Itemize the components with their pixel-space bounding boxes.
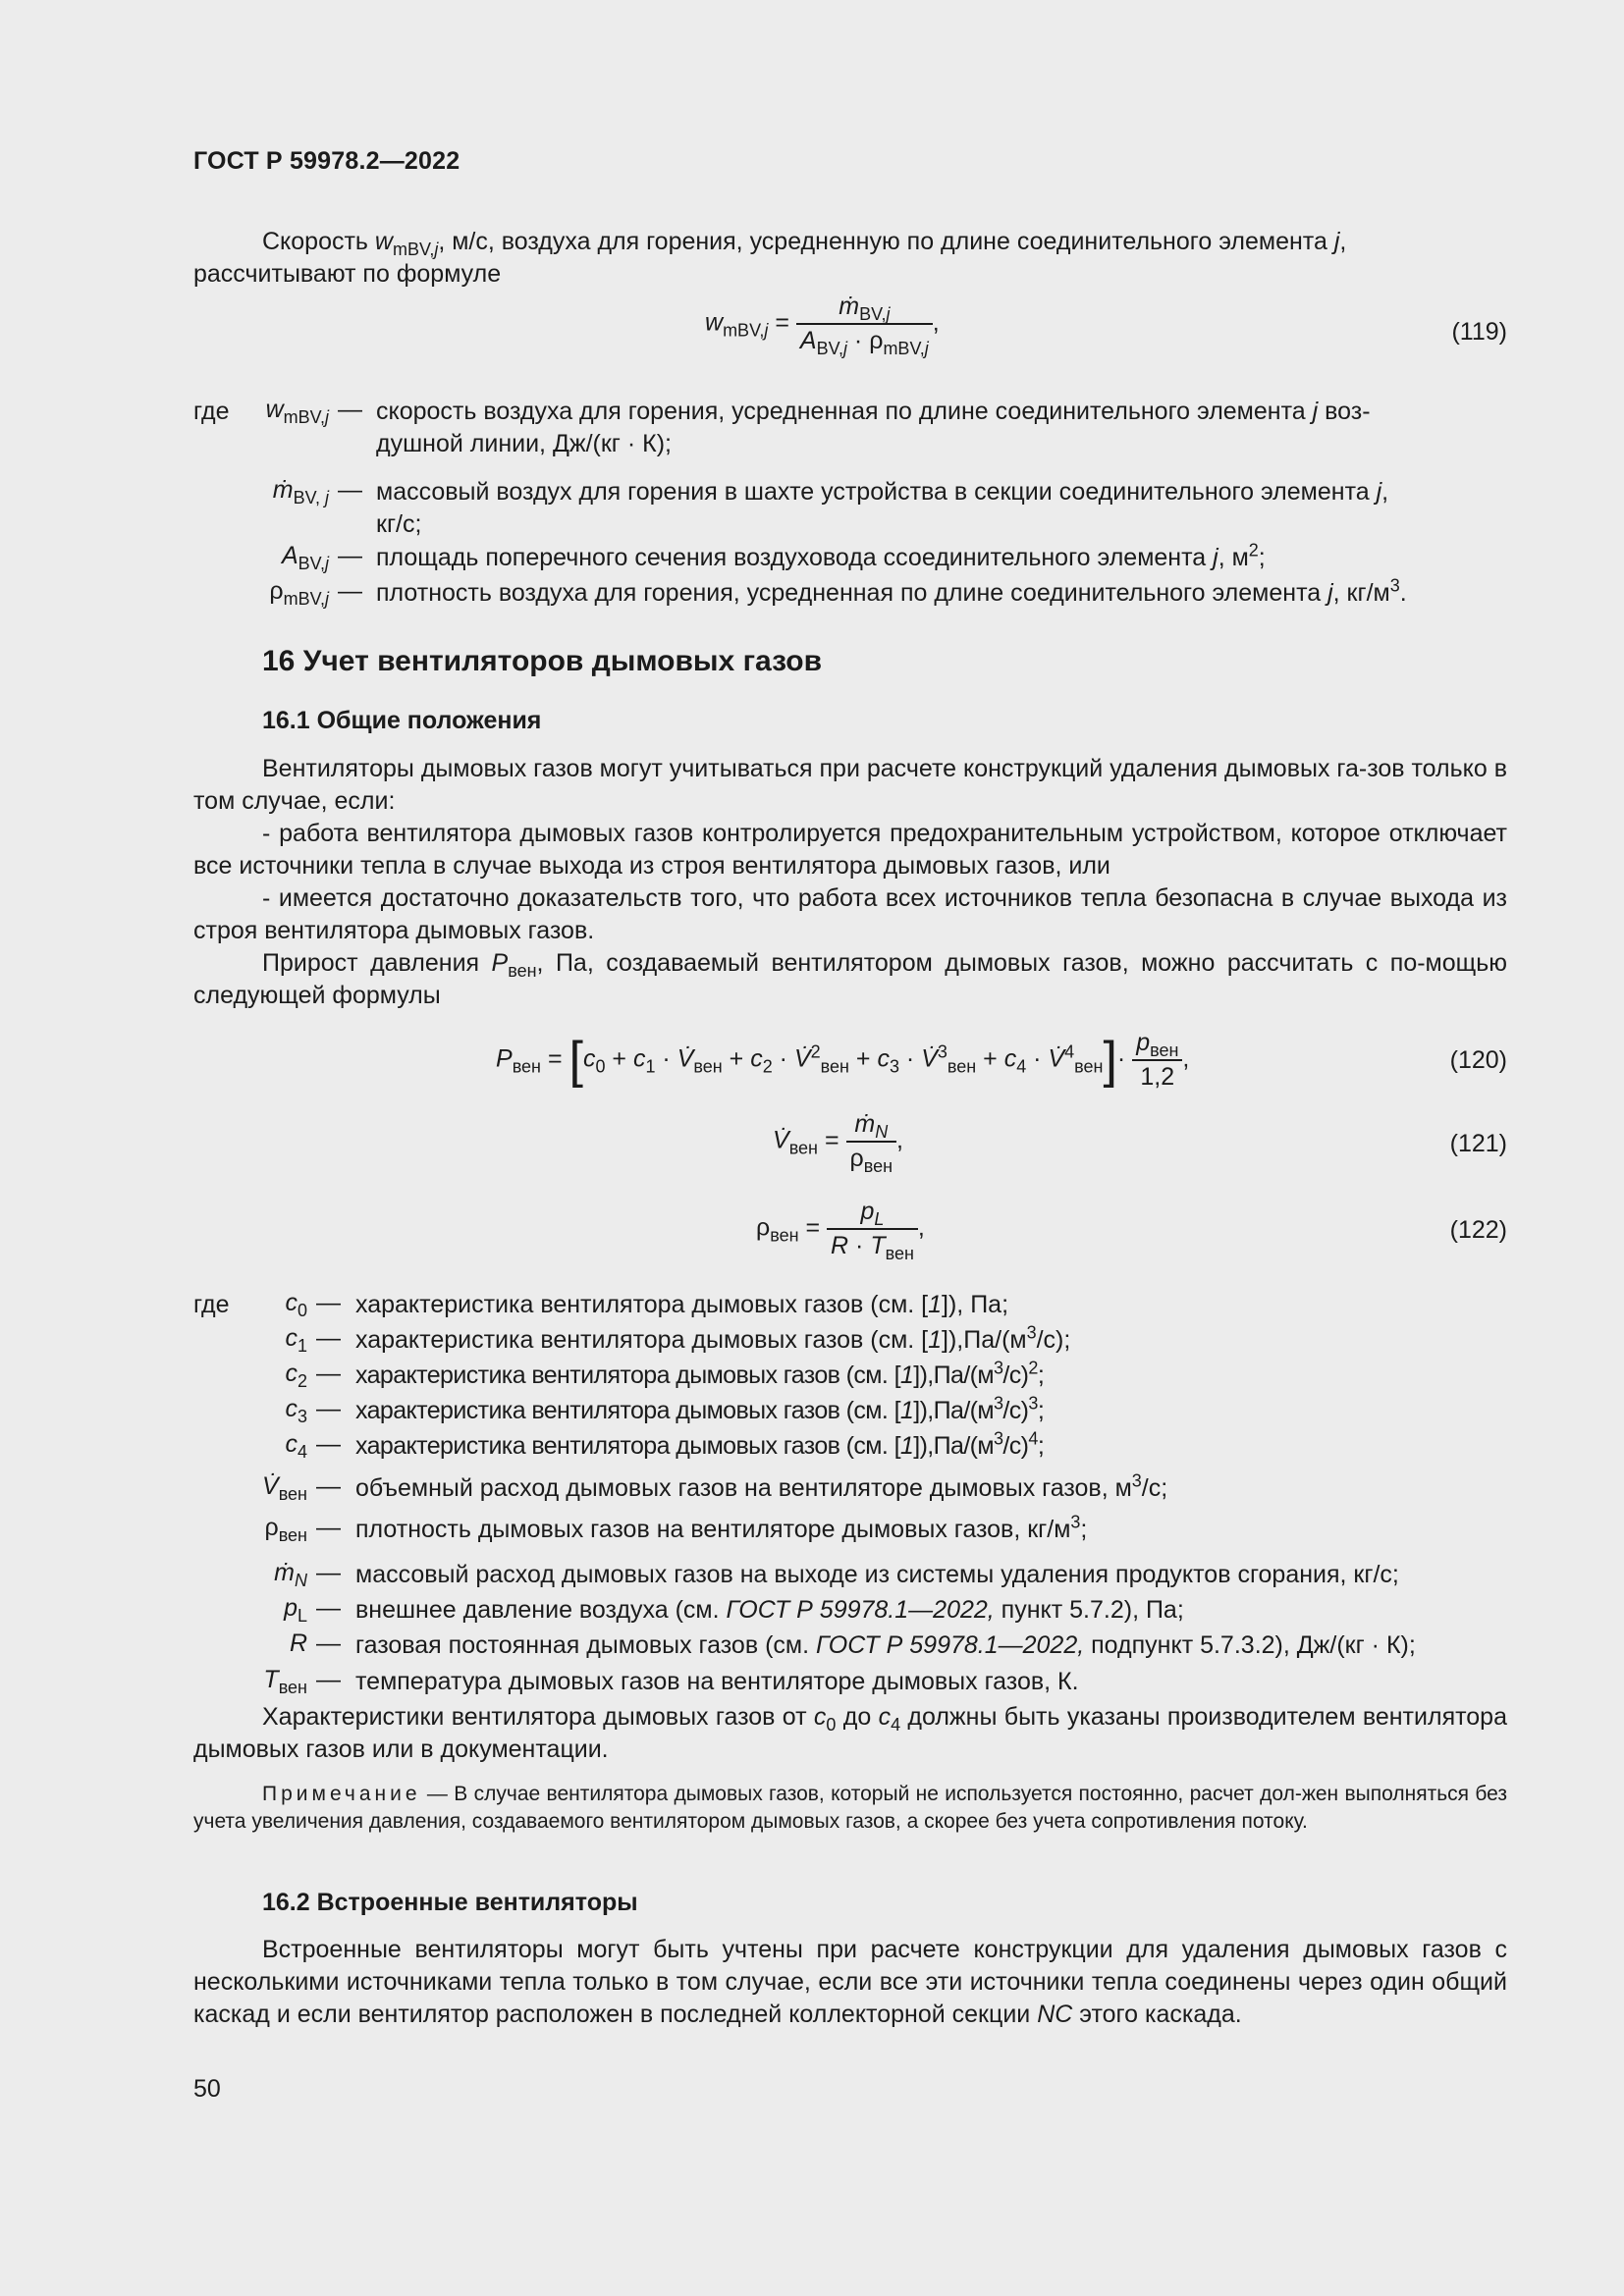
def-dash: —: [338, 476, 362, 504]
def-symbol-c1: $c_1$: [285, 1324, 307, 1356]
def-symbol-rho-ven: $\rho_{вен}$: [264, 1514, 307, 1545]
page-number: 50: [193, 2075, 221, 2103]
def-symbol-rho: $\rho_{mBV,j}$: [269, 577, 329, 609]
def-c2-text: характеристика вентилятора дымовых газов (см. $[1]),Па/(м^3/с)^2$;: [355, 1358, 1045, 1389]
section-16-title: 16 Учет вентиляторов дымовых газов: [262, 645, 823, 677]
intro-text-c: ,: [1339, 228, 1347, 255]
def-dash: —: [316, 1430, 341, 1458]
section-16-2-p1: Встроенные вентиляторы могут быть учтены при расчете конструкции для удаления дымовых газов с несколькими источниками тепла только в том случае, если все эти источники тепла соединены через один общий каскад и если вентилятор расположен в последней коллекторной секции NC этого каскада.: [193, 1936, 1507, 2028]
where-label-2: где: [193, 1291, 230, 1318]
closing-paragraph: Характеристики вентилятора дымовых газов от $c_0$ до $c_4$ должны быть указаны производителем вентилятора дымовых газов или в документации.: [193, 1703, 1507, 1763]
section-16-2-title: 16.2 Встроенные вентиляторы: [262, 1889, 638, 1916]
def-dash: —: [316, 1594, 341, 1622]
where-label-1: где: [193, 398, 230, 425]
document-header: ГОСТ Р 59978.2—2022: [193, 147, 460, 175]
def-dash: —: [338, 396, 362, 423]
section-16-1-p1: Вентиляторы дымовых газов могут учитываться при расчете конструкций удаления дымовых га-зов только в том случае, если:: [193, 755, 1507, 815]
equation-122-number: (122): [1449, 1216, 1507, 1244]
def-dash: —: [316, 1559, 341, 1586]
def-rho-text: плотность воздуха для горения, усредненная по длине соединительного элемента j, $кг/м^3$.: [376, 575, 1407, 607]
def-dash: —: [338, 577, 362, 605]
def-c1-text: характеристика вентилятора дымовых газов (см. $[1]),Па/(м^3/с)$;: [355, 1322, 1071, 1354]
def-t-text: температура дымовых газов на вентиляторе дымовых газов, К.: [355, 1668, 1079, 1695]
def-symbol-c2: $c_2$: [285, 1360, 307, 1391]
equation-119: $w_{mBV,j}$ = $\frac{ṁ_{BV,j}}{A_{BV,j} \cdot \rho_{mBV,j}}$ ,: [705, 293, 940, 358]
def-w-text: скорость воздуха для горения, усредненная по длине соединительного элемента j воз- душной линии, Дж/(кг · К);: [376, 398, 1371, 457]
def-symbol-c4: $c_4$: [285, 1430, 307, 1462]
def-symbol-w: $w_{mBV,j}$: [265, 396, 329, 427]
equation-121-number: (121): [1449, 1130, 1507, 1157]
section-16-1-p4: Прирост давления $P_{вен}$, Па, создаваемый вентилятором дымовых газов, можно рассчитать с по-мощью следующей формулы: [193, 949, 1507, 1009]
def-c0-text: характеристика вентилятора дымовых газов (см. [1]), Па;: [355, 1291, 1009, 1318]
def-rho-ven-text: плотность дымовых газов на вентиляторе дымовых газов, $кг/м^3$;: [355, 1512, 1088, 1543]
def-a-text: площадь поперечного сечения воздуховода ссоединительного элемента j, $м^2$;: [376, 540, 1266, 571]
section-16-1-p2: - работа вентилятора дымовых газов контролируется предохранительным устройством, которое отключает все источники тепла в случае выхода из строя вентилятора дымовых газов, или: [193, 820, 1507, 880]
section-16-1-title: 16.1 Общие положения: [262, 707, 542, 734]
def-c3-text: характеристика вентилятора дымовых газов (см. $[1]),Па/(м^3/с)^3$;: [355, 1393, 1045, 1424]
def-dash: —: [316, 1289, 341, 1316]
def-symbol-t: $T_{вен}$: [263, 1666, 307, 1697]
def-symbol-a: $A_{BV,j}$: [281, 542, 329, 573]
def-dash: —: [316, 1666, 341, 1693]
section-16-1-p3: - имеется достаточно доказательств того, что работа всех источников тепла безопасна в случае выхода из строя вентилятора дымовых газов.: [193, 884, 1507, 944]
def-symbol-pl: $p_L$: [284, 1594, 307, 1626]
intro-paragraph: Скорость $w_{mBV,j}$, м/с, воздуха для горения, усредненную по длине соединительного элемента j,: [262, 228, 1347, 259]
def-c4-text: характеристика вентилятора дымовых газов (см. $[1]),Па/(м^3/с)^4$;: [355, 1428, 1045, 1460]
def-dash: —: [316, 1514, 341, 1541]
def-symbol-c3: $c_3$: [285, 1395, 307, 1426]
def-dash: —: [338, 542, 362, 569]
equation-121: $V̇_{вен}$ = $\frac{ṁ_N}{\rho_{вен}}$ ,: [773, 1110, 903, 1176]
def-mn-text: массовый расход дымовых газов на выходе из системы удаления продуктов сгорания, кг/с;: [355, 1561, 1399, 1588]
def-dash: —: [316, 1395, 341, 1422]
def-mdot-text: массовый воздух для горения в шахте устройства в секции соединительного элемента j, кг/с;: [376, 478, 1389, 538]
def-pl-text: внешнее давление воздуха (см. ГОСТ Р 59978.1—2022, пункт 5.7.2), Па;: [355, 1596, 1184, 1624]
equation-120: $P_{вен} = [c_0 + c_1$ · $V̇_{вен} + c_2$ · V̇$^2_{вен}$ + $c_3$ · V̇$^3_{вен}$ + $c_4$ · V̇$^4_{вен}$]· $\frac{p_{вен}}{1,2}$ ,: [496, 1029, 1190, 1091]
def-symbol-mdot: ṁ$_{BV, j}$: [272, 476, 329, 507]
def-vdot-text: объемный расход дымовых газов на вентиляторе дымовых газов, $м^3/с$;: [355, 1470, 1168, 1502]
eq120-denominator: 1,2: [1140, 1063, 1175, 1091]
def-dash: —: [316, 1472, 341, 1500]
def-symbol-r: R: [289, 1629, 307, 1657]
def-dash: —: [316, 1629, 341, 1657]
equation-122: $\rho_{вен}$ = $\frac{p_L}{R \cdot T_{вен}}$ ,: [756, 1198, 925, 1263]
intro-line2: рассчитывают по формуле: [193, 260, 502, 288]
def-symbol-mn: ṁ$_N$: [274, 1559, 307, 1590]
intro-text-a: Скорость: [262, 228, 375, 255]
def-dash: —: [316, 1360, 341, 1387]
equation-120-number: (120): [1449, 1046, 1507, 1074]
intro-text-b: , м/с, воздуха для горения, усредненную по длине соединительного элемента: [438, 228, 1334, 255]
def-r-text: газовая постоянная дымовых газов (см. ГОСТ Р 59978.1—2022, подпункт 5.7.3.2), Дж/(кг · К);: [355, 1631, 1416, 1659]
note-block: Примечание — В случае вентилятора дымовых газов, который не используется постоянно, расчет дол-жен выполняться без учета увеличения давления, создаваемого вентилятором дымовых газов, а скорее без учета сопротивления потоку.: [193, 1783, 1507, 1833]
note-label: Примечание: [262, 1783, 421, 1805]
def-symbol-vdot: $V̇_{вен}$: [262, 1472, 307, 1504]
def-dash: —: [316, 1324, 341, 1352]
def-symbol-c0: $c_0$: [285, 1289, 307, 1320]
equation-119-number: (119): [1451, 318, 1507, 346]
